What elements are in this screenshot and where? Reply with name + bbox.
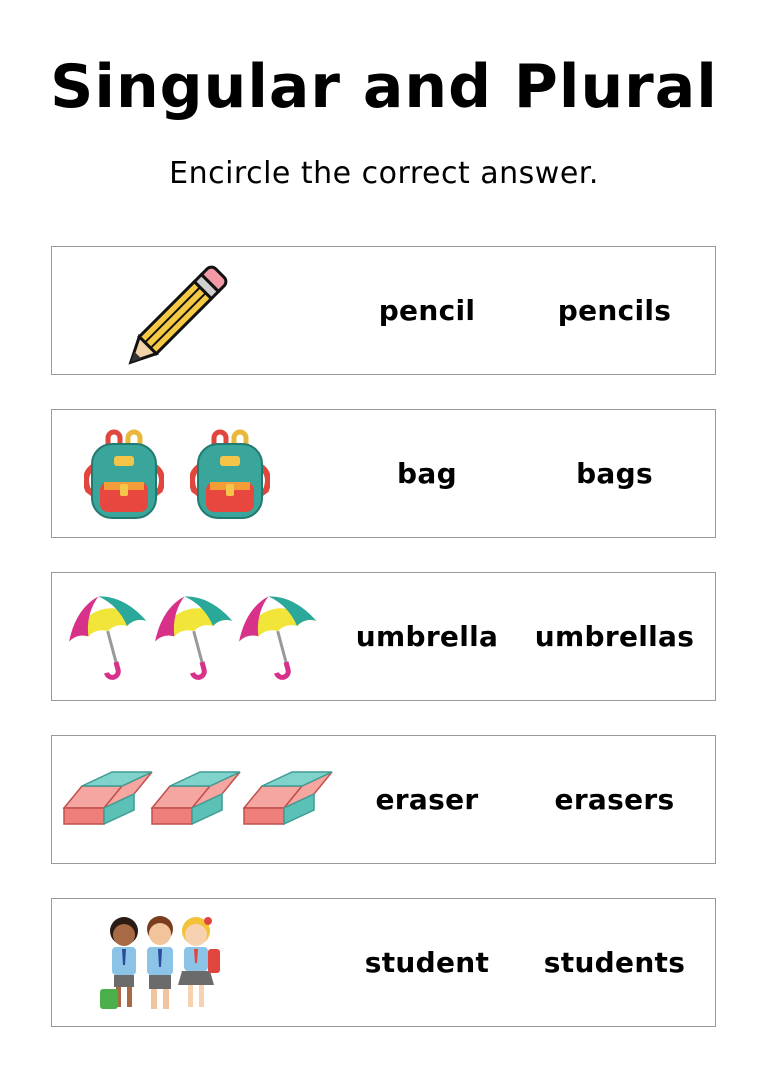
students-illustration (98, 909, 228, 1019)
backpack-icon (84, 426, 164, 522)
answer-option-plural[interactable]: pencils (557, 294, 672, 327)
umbrella-icon (234, 591, 324, 681)
eraser-icon (148, 764, 244, 830)
row-pictures (52, 247, 342, 374)
umbrella-icon (64, 591, 154, 681)
answer-option-plural[interactable]: erasers (554, 783, 675, 816)
row-pictures (52, 899, 342, 1026)
umbrella-icon (150, 591, 240, 681)
question-row-eraser (51, 735, 716, 864)
eraser-icon (240, 764, 336, 830)
backpack-icon (190, 426, 270, 522)
eraser-icon (60, 764, 156, 830)
row-pictures (52, 410, 342, 537)
answer-option-plural[interactable]: students (543, 946, 686, 979)
question-row-bag (51, 409, 716, 538)
pencil-icon (124, 257, 239, 367)
answer-option-singular[interactable]: bag (397, 457, 457, 490)
question-row-pencil (51, 246, 716, 375)
question-row-umbrella (51, 572, 716, 701)
row-pictures (52, 736, 342, 863)
answer-option-plural[interactable]: bags (576, 457, 653, 490)
answer-option-singular[interactable]: umbrella (355, 620, 499, 653)
answer-option-plural[interactable]: umbrellas (534, 620, 695, 653)
answer-option-singular[interactable]: eraser (375, 783, 479, 816)
row-pictures (52, 573, 342, 700)
answer-option-singular[interactable]: student (364, 946, 490, 979)
page-title: Singular and Plural (50, 52, 718, 122)
instruction: Encircle the correct answer. (169, 156, 599, 191)
answer-option-singular[interactable]: pencil (378, 294, 476, 327)
question-row-student (51, 898, 716, 1027)
